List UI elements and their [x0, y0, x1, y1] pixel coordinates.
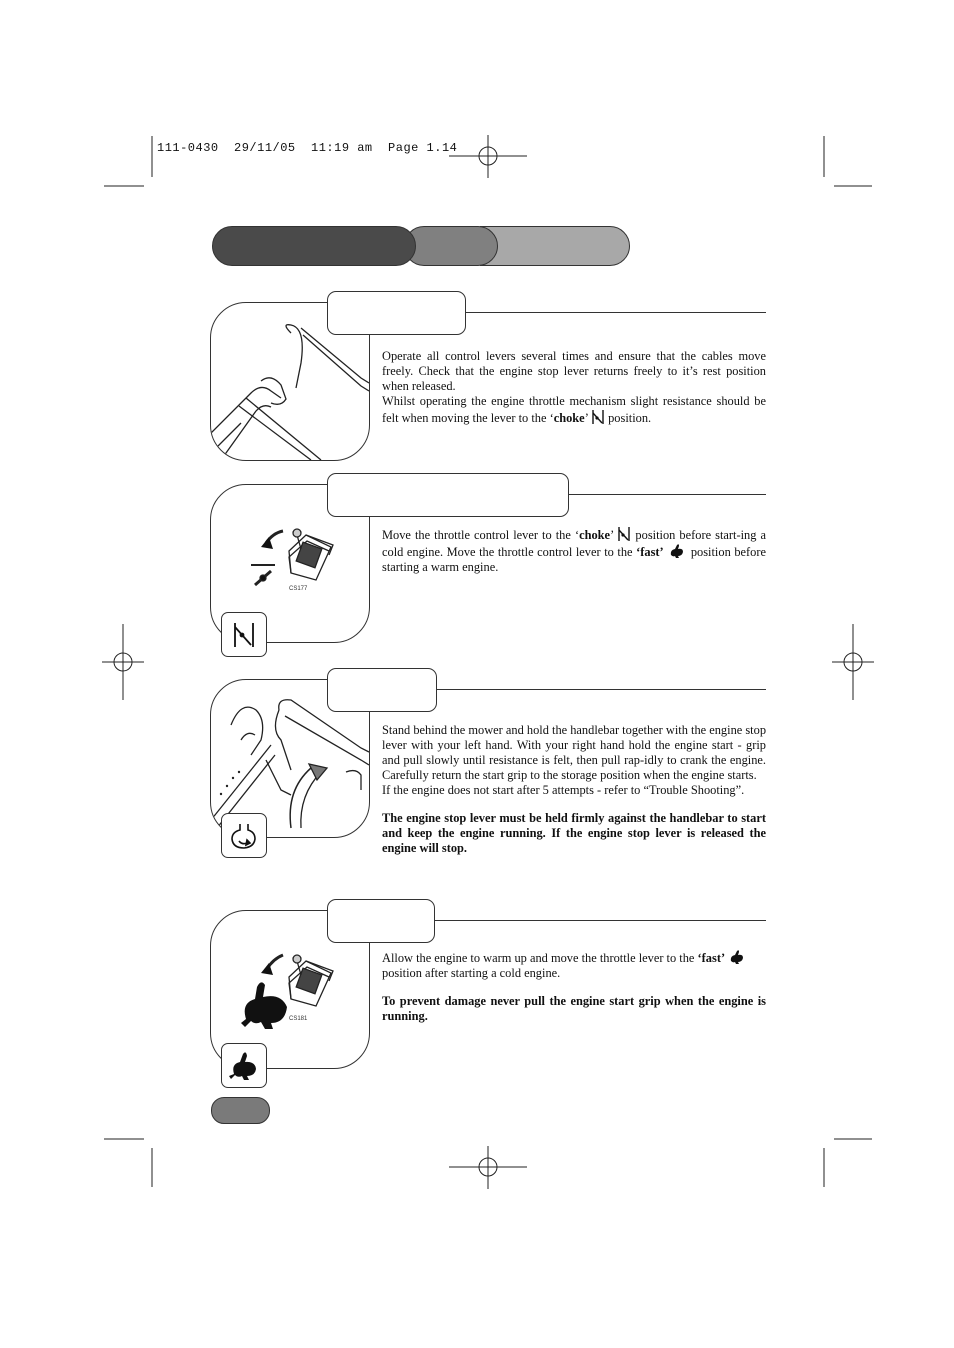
recoil-start-symbol-box	[221, 813, 267, 858]
section-2-text	[382, 526, 766, 575]
section-4-paragraph	[382, 949, 766, 981]
fast-symbol-box	[221, 1043, 267, 1088]
choke-word: choke	[579, 528, 611, 542]
section-rule-4	[434, 920, 766, 921]
header-tab-mid	[404, 226, 498, 266]
rabbit-icon	[222, 1044, 266, 1087]
section-3-warning	[382, 811, 766, 856]
section-1-end-text: position.	[605, 411, 652, 425]
choke-symbol-box	[221, 612, 267, 657]
choke-icon	[617, 526, 631, 542]
section-4-text-b: position after starting a cold engine.	[382, 966, 561, 980]
section-title-box-4	[327, 899, 435, 943]
rabbit-icon	[667, 543, 687, 559]
rabbit-icon	[728, 949, 746, 965]
header-tab-light	[480, 226, 630, 266]
section-rule-3	[436, 689, 766, 690]
section-1-paragraph-1: Operate all control levers several times and ensure that the cables move freely. Check that the engine stop lever returns freely to it’s rest position when released.	[382, 349, 766, 393]
section-2-text-c: position before start-ing a cold engine. Move the throttle control lever to the	[382, 528, 766, 559]
fast-word: ‘fast’	[697, 951, 726, 965]
quote-close: ’	[610, 528, 614, 542]
choke-word: choke	[553, 411, 585, 425]
section-1-paragraph-2	[382, 394, 766, 426]
section-rule-2	[568, 494, 766, 495]
section-2-text-d: position before starting a warm engine.	[382, 545, 766, 574]
section-4-warning	[382, 994, 766, 1024]
section-4-text-a: Allow the engine to warm up and move the throttle lever to the	[382, 951, 698, 965]
section-4-text	[382, 949, 766, 1024]
page-badge	[211, 1097, 270, 1124]
section-title-box-1	[327, 291, 466, 335]
section-3-paragraph-2: If the engine does not start after 5 attempts - refer to “Trouble Shooting”.	[382, 783, 745, 797]
section-title-box-2	[327, 473, 569, 517]
choke-icon	[222, 613, 266, 656]
section-3-warning-text: The engine stop lever must be held firmly against the handlebar to start and keep the engine running. If the engine stop lever is released the engine will stop.	[382, 811, 766, 855]
figure-caption-cs177: CS177	[289, 586, 308, 592]
section-3-paragraph-1: Stand behind the mower and hold the handlebar together with the engine stop lever with your left hand. With your right hand hold the engine start - grip and pull slowly until resistance is felt, then pull rap-idly to crank the engine. Carefully return the start grip to the storage position when the engine starts.	[382, 723, 767, 782]
section-1-paragraph-2-text: Whilst operating the engine throttle mechanism slight resistance should be felt when moving the lever to the ‘	[382, 394, 766, 425]
section-title-box-3	[327, 668, 437, 712]
section-2-text-a: Move the throttle control lever to the ‘	[382, 528, 580, 542]
quote-close: ’	[584, 411, 588, 425]
section-rule-1	[465, 312, 766, 313]
section-1-text	[382, 349, 766, 426]
section-2-paragraph	[382, 526, 766, 575]
recoil-start-icon	[222, 814, 266, 857]
section-4-warning-text: To prevent damage never pull the engine start grip when the engine is running.	[382, 994, 766, 1023]
figure-caption-cs181: CS181	[289, 1016, 308, 1022]
fast-word: ‘fast’	[636, 545, 664, 559]
section-3-text	[382, 723, 766, 856]
header-tab-dark	[212, 226, 416, 266]
print-slug: 111-0430 29/11/05 11:19 am Page 1.14	[157, 141, 458, 155]
choke-icon	[591, 409, 605, 425]
